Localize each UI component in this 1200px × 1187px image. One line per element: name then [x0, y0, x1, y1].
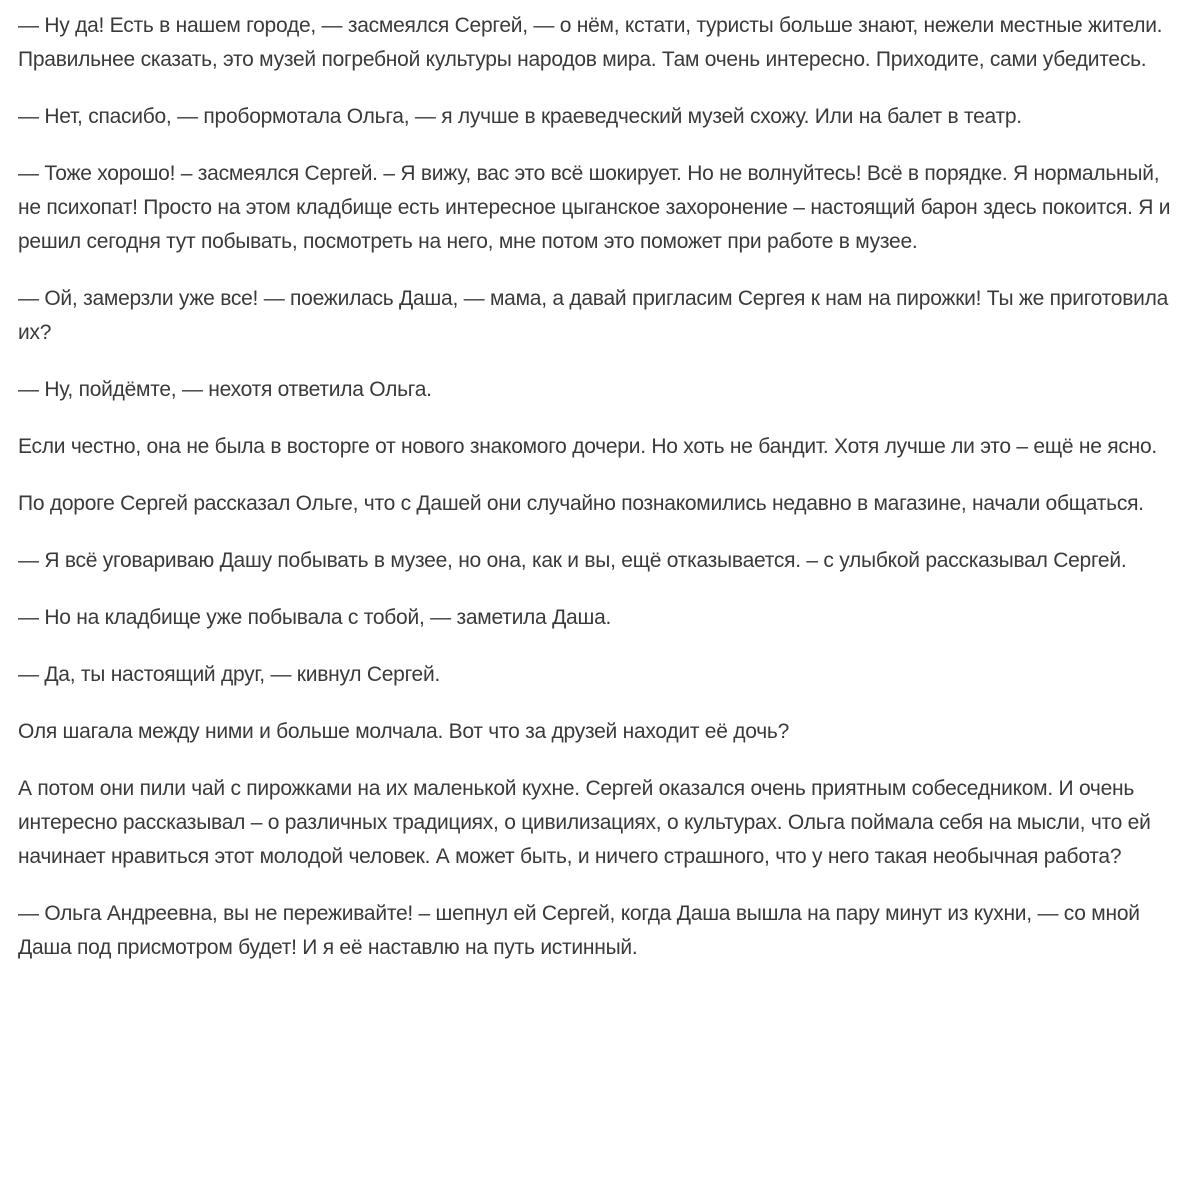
- paragraph-7: По дороге Сергей рассказал Ольге, что с Дашей они случайно познакомились недавно в магазине, начали общаться.: [18, 492, 1144, 515]
- paragraph-12: А потом они пили чай с пирожками на их маленькой кухне. Сергей оказался очень приятным собеседником. И очень интересно рассказывал – о различных традициях, о цивилизациях, о культурах. Ольга поймала себя на мысли, что ей начинает нравиться этот молодой человек. А может быть, и ничего страшного, что у него такая необычная работа?: [18, 777, 1151, 868]
- paragraph-6: Если честно, она не была в восторге от нового знакомого дочери. Но хоть не бандит. Хотя лучше ли это – ещё не ясно.: [18, 435, 1157, 458]
- paragraph-13: — Ольга Андреевна, вы не переживайте! – шепнул ей Сергей, когда Даша вышла на пару минут из кухни, — со мной Даша под присмотром будет! И я её наставлю на путь истинный.: [18, 902, 1140, 959]
- paragraph-3: — Тоже хорошо! – засмеялся Сергей. – Я вижу, вас это всё шокирует. Но не волнуйтесь! Всё в порядке. Я нормальный, не психопат! Просто на этом кладбище есть интересное цыганское захоронение – настоящий барон здесь покоится. Я и решил сегодня тут побывать, посмотреть на него, мне потом это поможет при работе в музее.: [18, 162, 1171, 253]
- paragraph-2: — Нет, спасибо, — пробормотала Ольга, — я лучше в краеведческий музей схожу. Или на балет в театр.: [18, 105, 1022, 128]
- paragraph-1: — Ну да! Есть в нашем городе, — засмеялся Сергей, — о нём, кстати, туристы больше знают, нежели местные жители. Правильнее сказать, это музей погребной культуры народов мира. Там очень интересно. Приходите, сами убедитесь.: [18, 14, 1163, 71]
- paragraph-9: — Но на кладбище уже побывала с тобой, — заметила Даша.: [18, 606, 612, 629]
- paragraph-5: — Ну, пойдёмте, — нехотя ответила Ольга.: [18, 378, 432, 401]
- paragraph-4: — Ой, замерзли уже все! — поежилась Даша, — мама, а давай пригласим Сергея к нам на пирожки! Ты же приготовила их?: [18, 287, 1169, 344]
- paragraph-10: — Да, ты настоящий друг, — кивнул Сергей.: [18, 663, 441, 686]
- paragraph-11: Оля шагала между ними и больше молчала. Вот что за друзей находит её дочь?: [18, 720, 790, 743]
- paragraph-8: — Я всё уговариваю Дашу побывать в музее, но она, как и вы, ещё отказывается. – с улыбкой рассказывал Сергей.: [18, 549, 1127, 572]
